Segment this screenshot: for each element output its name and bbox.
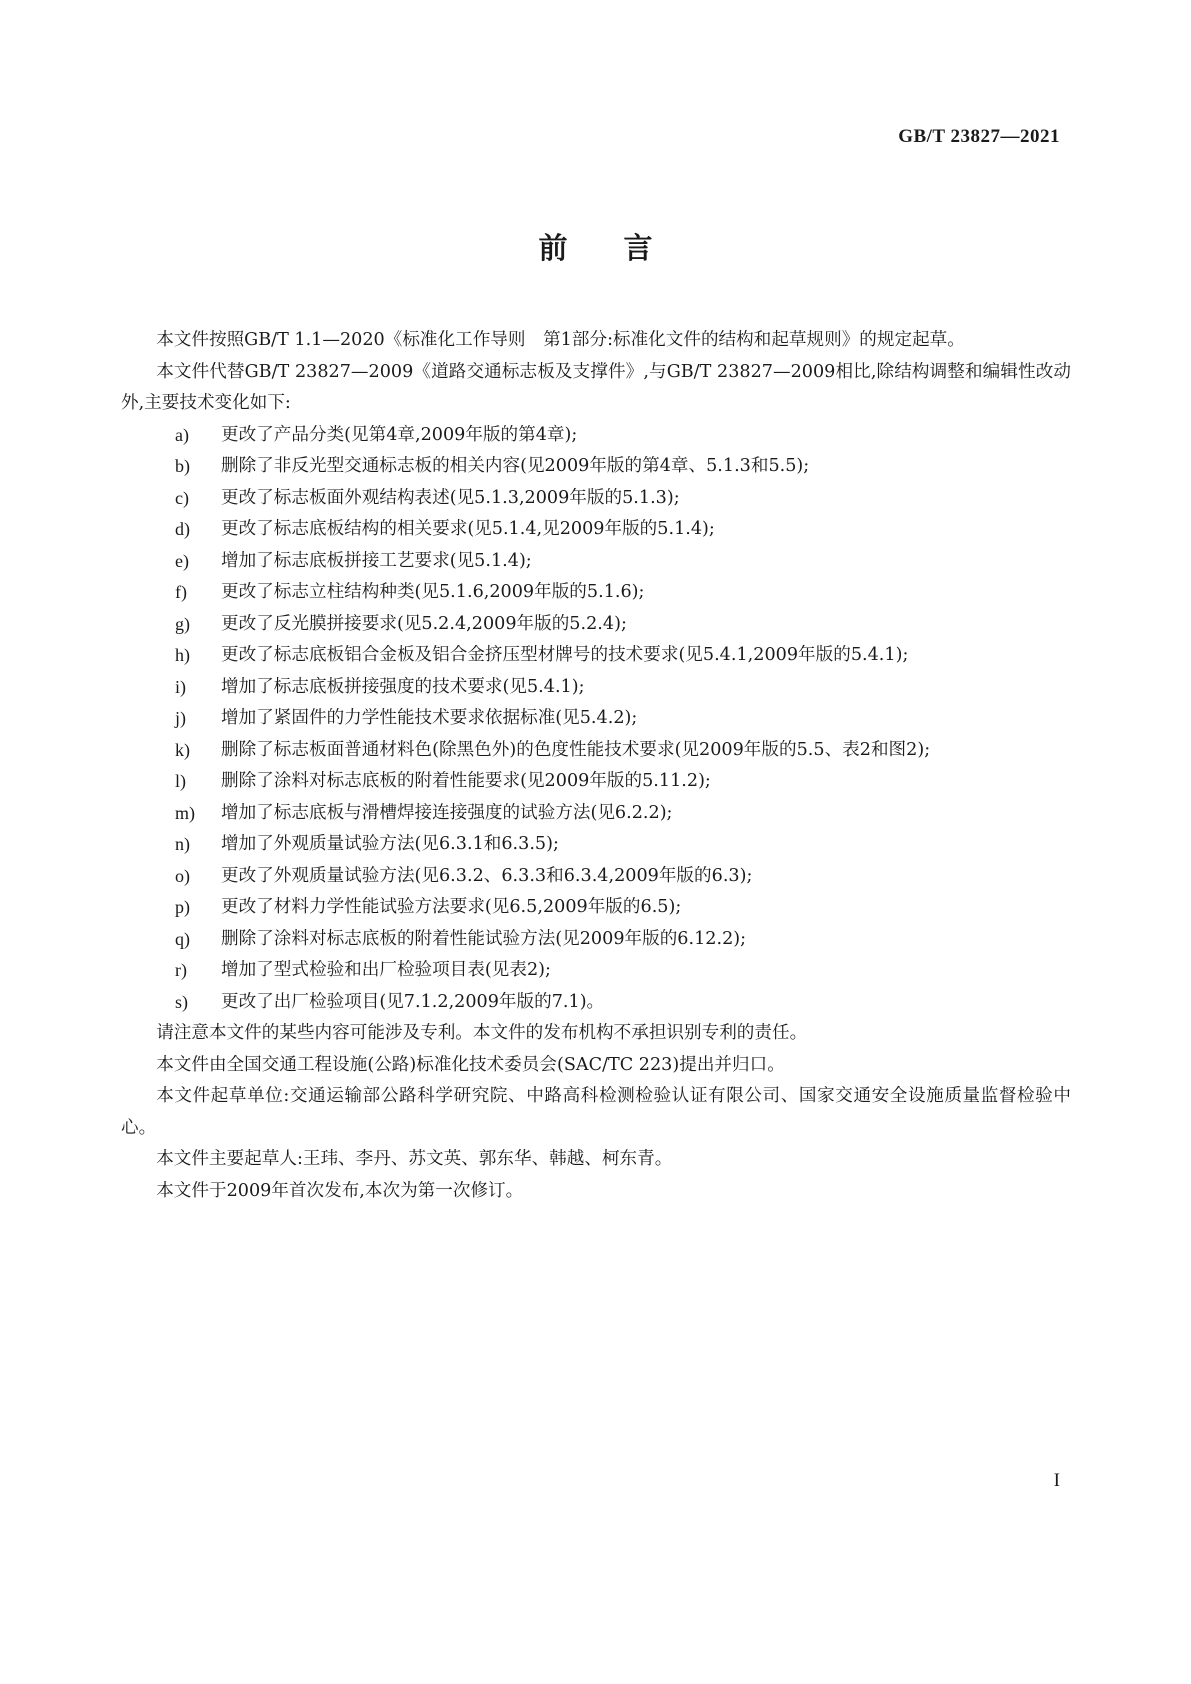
list-item-text: 增加了型式检验和出厂检验项目表(见表2); [221, 960, 551, 980]
list-item-text: 增加了紧固件的力学性能技术要求依据标准(见5.4.2); [221, 708, 638, 728]
list-item-text: 更改了产品分类(见第4章,2009年版的第4章); [221, 424, 578, 445]
list-item [121, 829, 1071, 861]
paragraph-drafting-units: 本文件起草单位:交通运输部公路科学研究院、中路高科检测检验认证有限公司、国家交通安全设施质量监督检验中心。 [121, 1086, 1071, 1138]
list-item-letter: s) [175, 991, 188, 1012]
list-item-letter: o) [175, 865, 190, 886]
list-item-letter: g) [175, 613, 190, 634]
list-item [121, 451, 1071, 483]
list-item-text: 删除了涂料对标志底板的附着性能要求(见2009年版的5.11.2); [221, 771, 711, 791]
list-item-letter: i) [175, 676, 186, 697]
list-item-letter: b) [175, 456, 190, 476]
list-item-text: 增加了标志底板拼接工艺要求(见5.1.4); [221, 550, 532, 571]
list-item [121, 420, 1071, 452]
page-number: I [1053, 1470, 1060, 1491]
list-item-text: 删除了标志板面普通材料色(除黑色外)的色度性能技术要求(见2009年版的5.5、表2和图2); [221, 739, 931, 760]
list-item-text: 删除了涂料对标志底板的附着性能试验方法(见2009年版的6.12.2); [221, 928, 747, 949]
list-item [121, 766, 1071, 798]
list-item-text: 删除了非反光型交通标志板的相关内容(见2009年版的第4章、5.1.3和5.5); [221, 456, 810, 476]
list-item-letter: p) [175, 897, 190, 917]
list-item [121, 955, 1071, 987]
list-item-text: 增加了标志底板拼接强度的技术要求(见5.4.1); [221, 676, 585, 697]
list-item [121, 483, 1071, 515]
list-item-letter: l) [175, 771, 186, 791]
paragraph-patent-notice: 请注意本文件的某些内容可能涉及专利。本文件的发布机构不承担识别专利的责任。 [156, 1023, 808, 1043]
list-item-text: 更改了出厂检验项目(见7.1.2,2009年版的7.1)。 [221, 991, 605, 1012]
list-item-letter: f) [175, 582, 187, 602]
list-item-letter: r) [175, 960, 187, 980]
list-item-letter: c) [175, 487, 189, 508]
list-item-text: 更改了外观质量试验方法(见6.3.2、6.3.3和6.3.4,2009年版的6.3); [221, 865, 753, 886]
paragraph-history: 本文件于2009年首次发布,本次为第一次修订。 [156, 1180, 524, 1201]
list-item-text: 更改了标志底板结构的相关要求(见5.1.4,见2009年版的5.1.4); [221, 519, 715, 539]
list-item [121, 798, 1071, 830]
list-item [121, 577, 1071, 609]
paragraph-drafters: 本文件主要起草人:王玮、李丹、苏文英、郭东华、韩越、柯东青。 [156, 1149, 673, 1169]
list-item [121, 672, 1071, 704]
list-item-text: 更改了反光膜拼接要求(见5.2.4,2009年版的5.2.4); [221, 613, 627, 634]
list-item-text: 增加了标志底板与滑槽焊接连接强度的试验方法(见6.2.2); [221, 802, 673, 823]
foreword-body [121, 325, 1071, 1207]
list-item-letter: k) [175, 739, 190, 760]
list-item-letter: n) [175, 834, 190, 854]
list-item [121, 924, 1071, 956]
list-item-letter: a) [175, 424, 189, 445]
list-item [121, 892, 1071, 924]
paragraph-replacement: 本文件代替GB/T 23827—2009《道路交通标志板及支撑件》,与GB/T 23827—2009相比,除结构调整和编辑性改动外,主要技术变化如下: [121, 361, 1071, 413]
list-item [121, 640, 1071, 672]
list-item-letter: d) [175, 519, 190, 539]
list-item-text: 更改了标志板面外观结构表述(见5.1.3,2009年版的5.1.3); [221, 487, 680, 508]
list-item [121, 703, 1071, 735]
changes-list [121, 420, 1071, 1019]
list-item-text: 增加了外观质量试验方法(见6.3.1和6.3.5); [221, 834, 559, 854]
list-item-letter: h) [175, 645, 190, 665]
list-item-letter: e) [175, 550, 189, 571]
list-item [121, 609, 1071, 641]
list-item-text: 更改了材料力学性能试验方法要求(见6.5,2009年版的6.5); [221, 897, 682, 917]
list-item [121, 735, 1071, 767]
standard-code: GB/T 23827—2021 [898, 126, 1060, 147]
list-item [121, 861, 1071, 893]
list-item-letter: q) [175, 928, 190, 949]
list-item [121, 514, 1071, 546]
list-item [121, 546, 1071, 578]
paragraph-drafting-rules: 本文件按照GB/T 1.1—2020《标准化工作导则 第1部分:标准化文件的结构和起草规则》的规定起草。 [156, 330, 965, 350]
page-title: 前言 [538, 231, 709, 265]
list-item [121, 987, 1071, 1019]
list-item-text: 更改了标志底板铝合金板及铝合金挤压型材牌号的技术要求(见5.4.1,2009年版的5.4.1); [221, 645, 909, 665]
paragraph-proposer: 本文件由全国交通工程设施(公路)标准化技术委员会(SAC/TC 223)提出并归口。 [156, 1054, 785, 1075]
list-item-letter: m) [175, 802, 195, 823]
list-item-letter: j) [175, 708, 186, 728]
list-item-text: 更改了标志立柱结构种类(见5.1.6,2009年版的5.1.6); [221, 582, 645, 602]
